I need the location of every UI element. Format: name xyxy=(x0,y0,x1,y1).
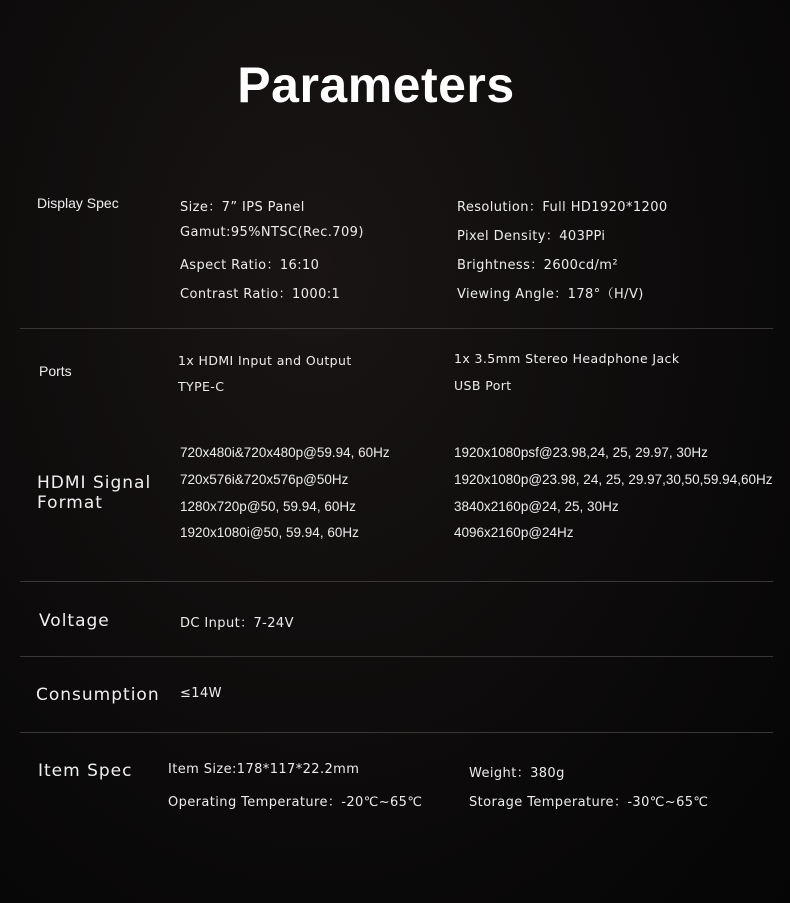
ports-value: USB Port xyxy=(454,378,512,393)
hdmi-format-label-line2: Format xyxy=(37,493,103,513)
item-spec-label: Item Spec xyxy=(38,761,133,781)
ports-value: 1x 3.5mm Stereo Headphone Jack xyxy=(454,351,680,366)
section-divider xyxy=(20,732,773,733)
display-spec-value: Pixel Density：403PPi xyxy=(457,229,606,244)
ports-label: Ports xyxy=(39,363,72,379)
item-spec-value: Operating Temperature：-20℃~65℃ xyxy=(168,795,423,810)
section-divider xyxy=(20,328,773,329)
hdmi-format-value: 1920x1080p@23.98, 24, 25, 29.97,30,50,59.94,60Hz xyxy=(454,472,773,487)
display-spec-value: Brightness：2600cd/m² xyxy=(457,258,618,273)
ports-value: TYPE-C xyxy=(178,379,225,394)
hdmi-format-value: 4096x2160p@24Hz xyxy=(454,525,574,540)
item-spec-value: Storage Temperature：-30℃~65℃ xyxy=(469,795,709,810)
hdmi-format-label-line1: HDMI Signal xyxy=(37,473,152,493)
consumption-label: Consumption xyxy=(36,685,160,705)
section-divider xyxy=(20,656,773,657)
item-spec-value: Weight：380g xyxy=(469,766,565,781)
display-spec-value: Viewing Angle：178°（H/V) xyxy=(457,287,644,302)
page-title: Parameters xyxy=(237,57,515,113)
hdmi-format-value: 1280x720p@50, 59.94, 60Hz xyxy=(180,499,356,514)
ports-value: 1x HDMI Input and Output xyxy=(178,353,352,368)
display-spec-value: Contrast Ratio：1000:1 xyxy=(180,287,341,302)
display-spec-label: Display Spec xyxy=(37,195,119,211)
display-spec-value: Gamut:95%NTSC(Rec.709) xyxy=(180,225,364,240)
hdmi-format-value: 720x576i&720x576p@50Hz xyxy=(180,472,349,487)
item-spec-value: Item Size:178*117*22.2mm xyxy=(168,762,360,777)
section-divider xyxy=(20,581,773,582)
voltage-label: Voltage xyxy=(39,611,110,631)
display-spec-value: Aspect Ratio：16:10 xyxy=(180,258,320,273)
hdmi-format-value: 1920x1080psf@23.98,24, 25, 29.97, 30Hz xyxy=(454,445,708,460)
display-spec-value: Resolution：Full HD1920*1200 xyxy=(457,200,668,215)
hdmi-format-value: 720x480i&720x480p@59.94, 60Hz xyxy=(180,445,390,460)
hdmi-format-value: 1920x1080i@50, 59.94, 60Hz xyxy=(180,525,359,540)
hdmi-format-value: 3840x2160p@24, 25, 30Hz xyxy=(454,499,619,514)
voltage-value: DC Input：7-24V xyxy=(180,616,294,631)
display-spec-value: Size：7” IPS Panel xyxy=(180,200,305,215)
consumption-value: ≤14W xyxy=(180,686,222,701)
